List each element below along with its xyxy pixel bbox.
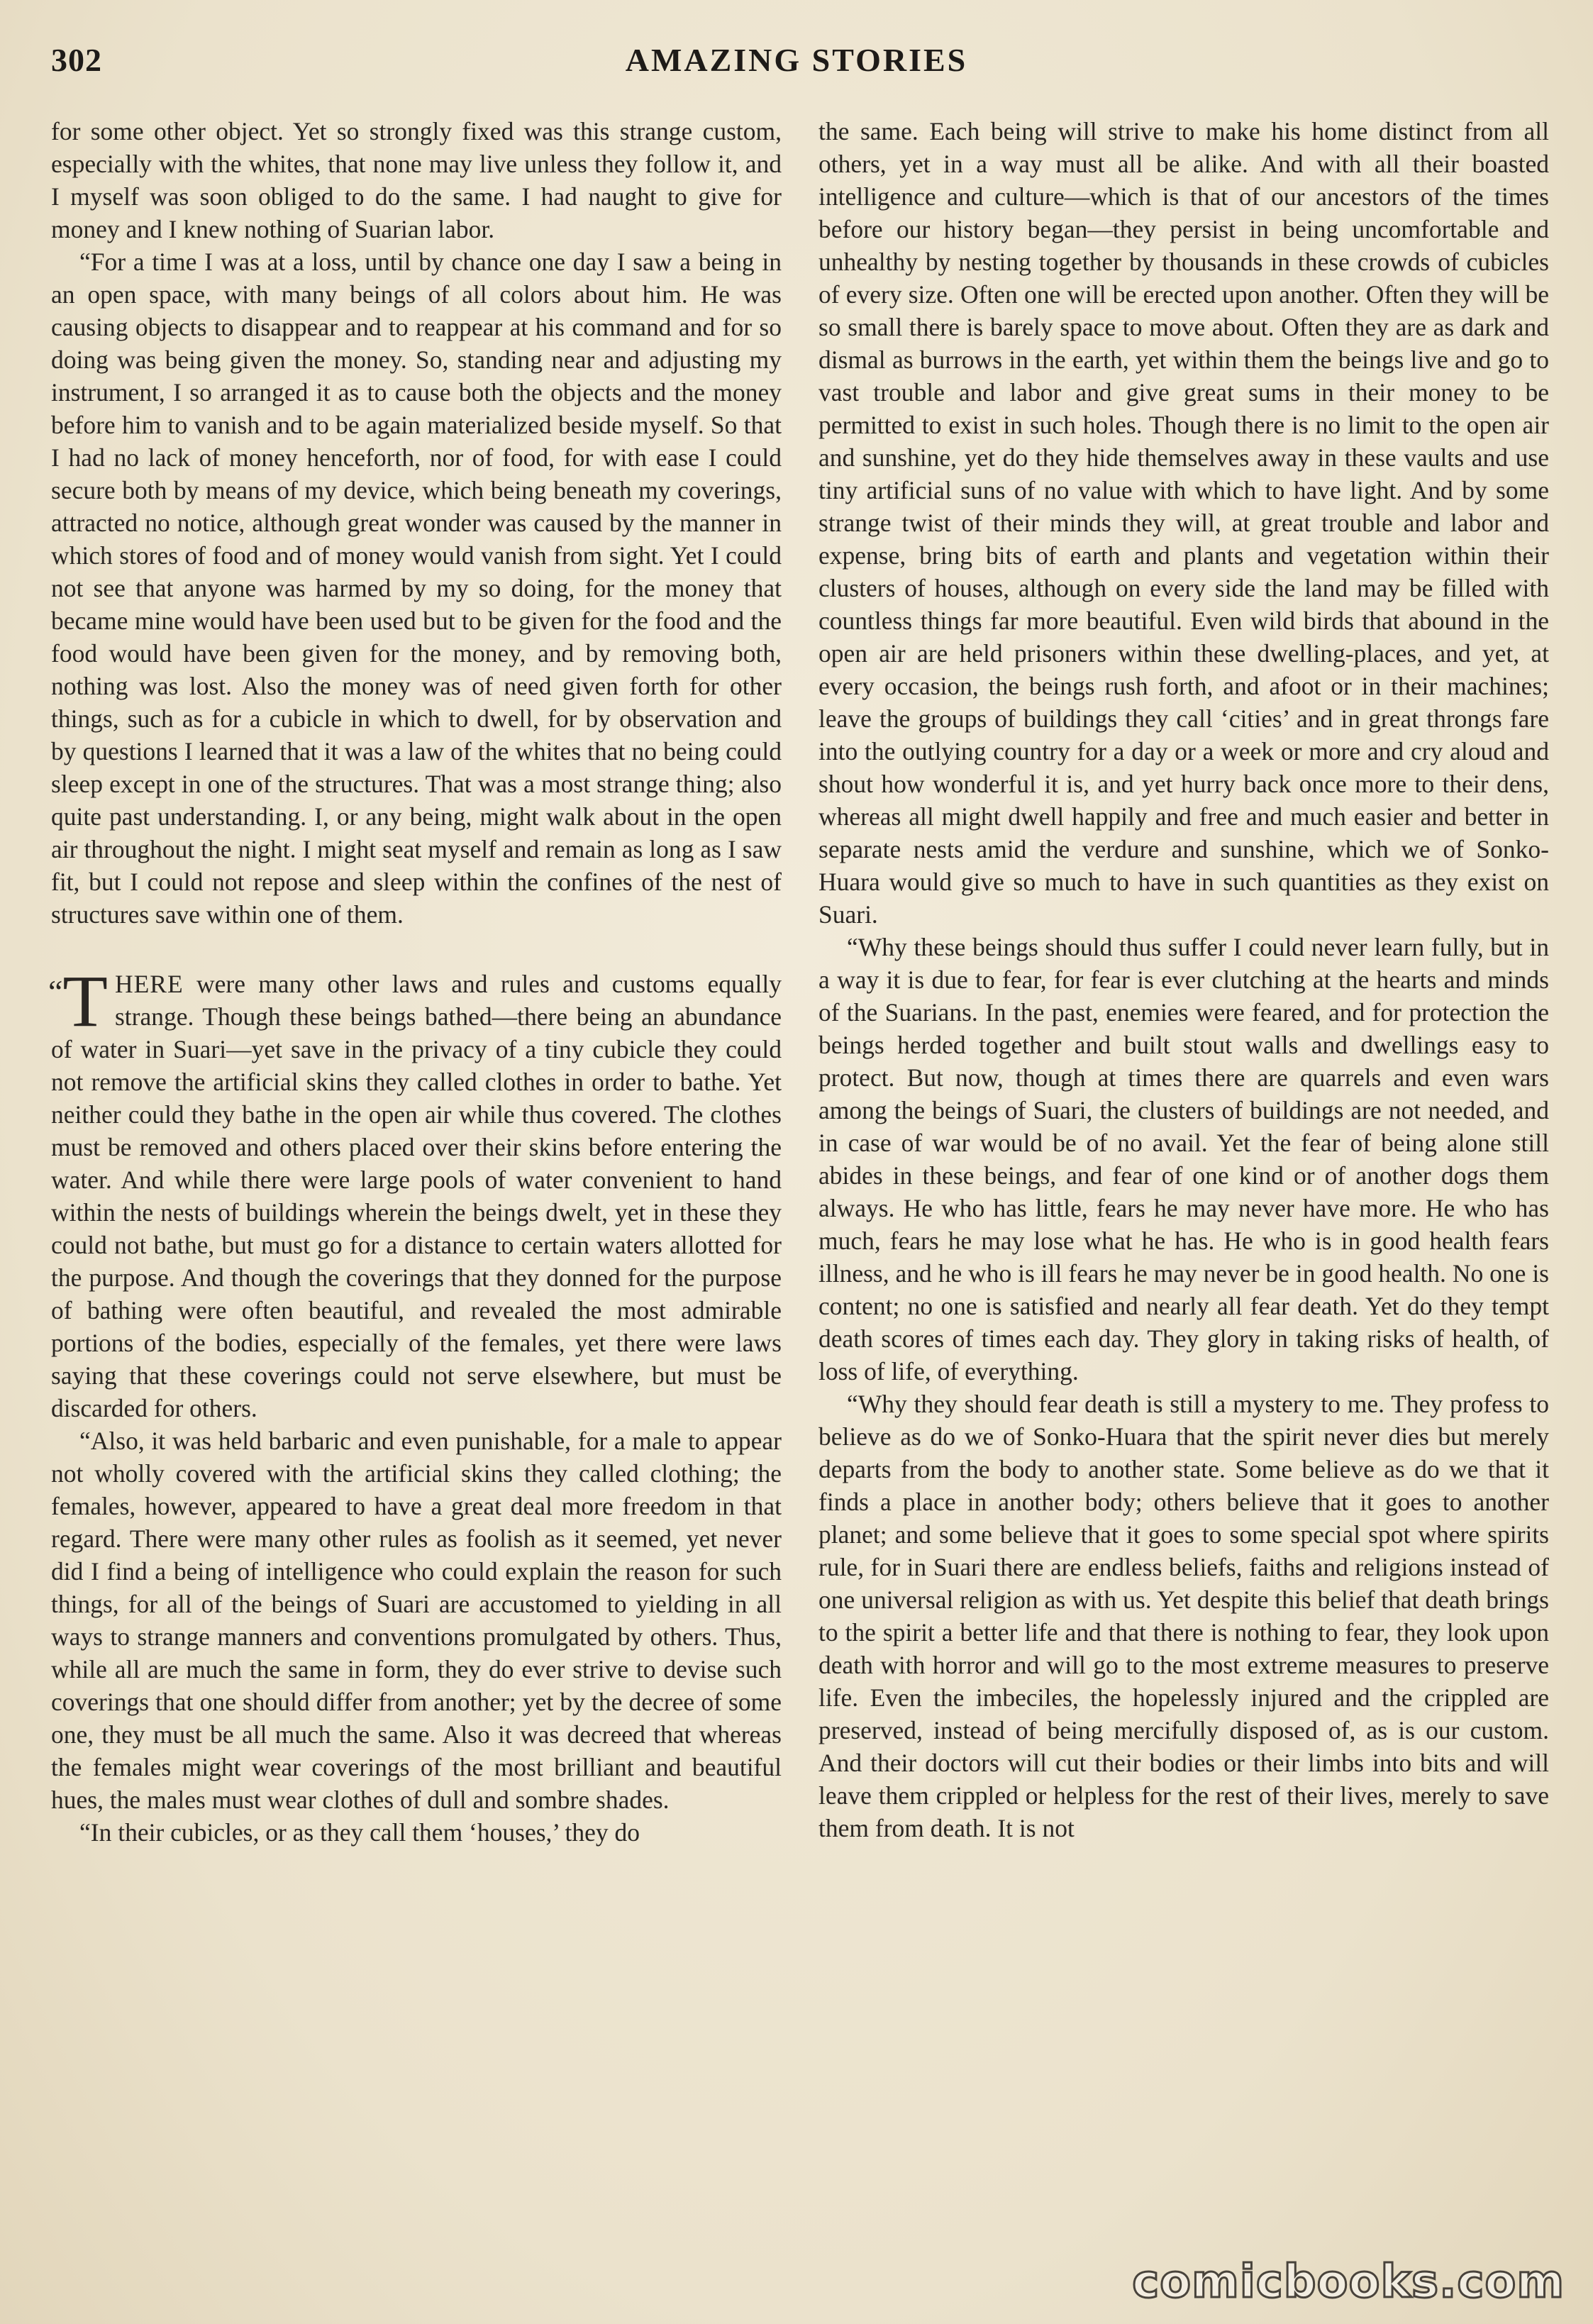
drop-cap	[48, 961, 108, 1042]
paragraph: “For a time I was at a loss, until by chance one day I saw a being in an open space, with many beings of all colors about him. He was causing objects to disappear and to reappear at his command and for so doing was being given the money. So, standing near and adjusting my instrument, I so arranged it as to cause both the objects and the money before him to vanish and to be again materialized beside myself. So that I had no lack of money henceforth, nor of food, for with ease I could secure both by means of my device, which being beneath my coverings, attracted no notice, although great wonder was caused by the manner in which stores of food and of money would vanish from sight. Yet I could not see that anyone was harmed by my so doing, for the money that became mine would have been used but to be given for the food and the food would have been given for the money, and by removing both, nothing was lost. Also the money was of need given forth for other things, such as for a cubicle in which to dwell, for by observation and by questions I learned that it was a law of the whites that no being could sleep except in one of the structures. That was a most strange thing; also quite past understanding. I, or any being, might walk about in the open air throughout the night. I might seat myself and remain as long as I saw fit, but I could not repose and sleep within the confines of the nest of structures save within one of them.	[51, 248, 782, 929]
paragraph: “Also, it was held barbaric and even punishable, for a male to appear not wholly covered with the artificial skins they called clothing; the females, however, appeared to have a great deal more freedom in that regard. There were many other rules as foolish as it seemed, yet never did I find a being of intelligence who could explain the reason for such things, for all of the beings of Suari are accustomed to yielding in all ways to strange manners and conventions promulgated by others. Thus, while all are much the same in form, they do ever strive to devise such coverings that one should differ from another; yet by the decree of some one, they must be all much the same. Also it was decreed that whereas the females might wear coverings of the most brilliant and beautiful hues, the males must wear clothes of dull and sombre shades.	[51, 1427, 782, 1814]
page-header	[0, 41, 1593, 91]
paragraph: “Why they should fear death is still a mystery to me. They profess to believe as do we of Sonko-Huara that the spirit never dies but merely departs from the body to another state. Some believe as do we that it finds a place in another body; others believe that it goes to another planet; and some believe that it goes to some special spot where spirits rule, for in Suari there are endless beliefs, faiths and religions instead of one universal religion as with us. Yet despite this belief that death brings to the spirit a better life and that there is nothing to fear, they look upon death with horror and will go to the most extreme measures to preserve life. Even the imbeciles, the hopelessly injured and the crippled are preserved, instead of being mercifully disposed of, as is our custom. And their doctors will cut their bodies or their limbs into bits and will leave them crippled or helpless for the rest of their lives, merely to save them from death. It is not	[818, 1390, 1549, 1842]
running-title: AMAZING STORIES	[625, 42, 968, 78]
page-number: 302	[51, 42, 102, 78]
paragraph: “Why these beings should thus suffer I could never learn fully, but in a way it is due to fear, for fear is ever clutching at the hearts and minds of the Suarians. In the past, enemies were feared, and for protection the beings herded together and built stout walls and dwellings easy to protect. But now, though at times there are quarrels and even wars among the beings of Suari, the clusters of buildings are not needed, and in case of war would be of no avail. Yet the fear of being alone still abides in these beings, and fear of one kind or of another dogs them always. He who has little, fears he may never have more. He who has much, fears he may lose what he has. He who is in good health fears illness, and he who is ill fears he may never be in good health. No one is content; no one is satisfied and nearly all fear death. Yet do they tempt death scores of times each day. They glory in taking risks of health, of loss of life, of everything.	[818, 933, 1549, 1385]
right-column	[818, 115, 1549, 1844]
left-column	[48, 115, 782, 1849]
watermark-logo: comicbooks.com	[1132, 2256, 1565, 2308]
drop-cap-letter: T	[62, 961, 108, 1042]
lead-word: HERE	[114, 970, 184, 998]
paragraph: “In their cubicles, or as they call them ‘houses,’ they do	[79, 1818, 640, 1847]
paragraph-text: were many other laws and rules and customs equally strange. Though these beings bathed—there being an abundance of water in Suari—yet save in the privacy of a tiny cubicle they could not remove the artificial skins they called clothes in order to bathe. Yet neither could they bathe in the open air while thus covered. The clothes must be removed and others placed over their skins before entering the water. And while there were large pools of water convenient to hand within the nests of buildings wherein the beings dwelt, yet in these they could not bathe, but must go for a distance to certain waters allotted for the purpose. And though the coverings that they donned for the purpose of bathing were often beautiful, and revealed the most admirable portions of the bodies, especially of the females, yet there were laws saying that these coverings could not serve elsewhere, but must be discarded for others.	[51, 970, 782, 1422]
paragraph: the same. Each being will strive to make his home distinct from all others, yet in a way must all be alike. And with all their boasted intelligence and culture—which is that of our ancestors of the times before our history began—they persist in being uncomfortable and unhealthy by nesting together by thousands in these crowds of cubicles of every size. Often one will be erected upon another. Often they will be so small there is barely space to move about. Often they are as dark and dismal as burrows in the earth, yet within them the beings live and go to vast trouble and labor and give great sums in their money to be permitted to exist in such holes. Though there is no limit to the open air and sunshine, yet do they hide themselves away in these vaults and use tiny artificial suns of no value with which to have light. And by some strange twist of their minds they will, at great trouble and labor and expense, bring bits of earth and plants and vegetation within their clusters of houses, although on every side the land may be filled with countless things far more beautiful. Even wild birds that abound in the open air are held prisoners within these dwelling-places, and yet, at every occasion, the beings rush forth, and afoot or in their machines; leave the groups of buildings they call ‘cities’ and in great throngs fare into the outlying country for a day or a week or more and cry aloud and shout how wonderful it is, and yet hurry back once more to their dens, whereas all might dwell happily and free and much easier and better in separate nests amid the verdure and sunshine, which we of Sonko-Huara would give so much to have in such quantities as they exist on Suari.	[818, 117, 1549, 929]
drop-cap-quote: “	[48, 973, 63, 1009]
section-start-paragraph	[48, 961, 782, 1424]
paragraph: for some other object. Yet so strongly fixed was this strange custom, especially with the whites, that none may live unless they follow it, and I myself was soon obliged to do the same. I had naught to give for money and I knew nothing of Suarian labor.	[51, 117, 782, 243]
